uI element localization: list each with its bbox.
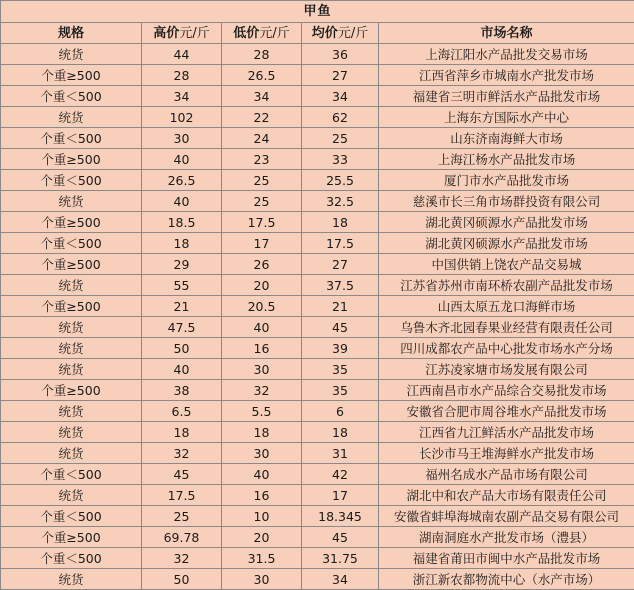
cell-avg-price: 62 [302, 107, 379, 128]
cell-avg-price: 36 [302, 44, 379, 65]
table-row [1, 422, 634, 443]
cell-spec: 统货 [1, 401, 142, 422]
table-row [1, 44, 634, 65]
cell-avg-price: 31.75 [302, 548, 379, 569]
cell-low-price: 18 [222, 422, 302, 443]
cell-spec: 个重≥500 [1, 149, 142, 170]
cell-low-price: 20 [222, 527, 302, 548]
cell-market: 长沙市马王堆海鲜水产批发市场 [379, 443, 634, 464]
header-spec: 规格 [1, 23, 142, 44]
cell-high-price: 32 [142, 548, 222, 569]
table-row [1, 170, 634, 191]
cell-spec: 统货 [1, 275, 142, 296]
cell-high-price: 45 [142, 464, 222, 485]
header-low-price [222, 23, 302, 44]
header-high-price [142, 23, 222, 44]
cell-high-price: 40 [142, 149, 222, 170]
table-row [1, 401, 634, 422]
table-row [1, 464, 634, 485]
header-row [1, 23, 634, 44]
cell-high-price: 50 [142, 338, 222, 359]
cell-low-price: 10 [222, 506, 302, 527]
table-row [1, 128, 634, 149]
header-low-unit: 元/斤 [259, 26, 289, 41]
cell-low-price: 22 [222, 107, 302, 128]
cell-market: 湖北黄冈硕源水产品批发市场 [379, 212, 634, 233]
cell-avg-price: 45 [302, 317, 379, 338]
cell-spec: 统货 [1, 317, 142, 338]
cell-avg-price: 27 [302, 254, 379, 275]
cell-low-price: 26.5 [222, 65, 302, 86]
header-avg-label: 均价 [312, 26, 338, 41]
cell-low-price: 31.5 [222, 548, 302, 569]
cell-high-price: 34 [142, 86, 222, 107]
cell-high-price: 25 [142, 506, 222, 527]
cell-avg-price: 35 [302, 380, 379, 401]
cell-spec: 个重≥500 [1, 296, 142, 317]
cell-high-price: 29 [142, 254, 222, 275]
cell-spec: 统货 [1, 359, 142, 380]
cell-avg-price: 45 [302, 527, 379, 548]
cell-low-price: 20.5 [222, 296, 302, 317]
cell-avg-price: 25.5 [302, 170, 379, 191]
cell-market: 山东济南海鲜大市场 [379, 128, 634, 149]
cell-low-price: 5.5 [222, 401, 302, 422]
cell-market: 江西省九江鲜活水产品批发市场 [379, 422, 634, 443]
cell-market: 山西太原五龙口海鲜市场 [379, 296, 634, 317]
header-high-unit: 元/斤 [179, 26, 209, 41]
cell-low-price: 40 [222, 464, 302, 485]
cell-market: 江苏省苏州市南环桥农副产品批发市场 [379, 275, 634, 296]
table-row [1, 317, 634, 338]
cell-spec: 统货 [1, 485, 142, 506]
table-row [1, 86, 634, 107]
cell-market: 厦门市水产品批发市场 [379, 170, 634, 191]
cell-market: 上海东方国际水产中心 [379, 107, 634, 128]
table-row [1, 506, 634, 527]
cell-spec: 统货 [1, 569, 142, 590]
cell-market: 慈溪市长三角市场群投资有限公司 [379, 191, 634, 212]
table-row [1, 527, 634, 548]
title-row [1, 1, 634, 23]
cell-market: 安徽省合肥市周谷堆水产品批发市场 [379, 401, 634, 422]
cell-spec: 个重＜500 [1, 86, 142, 107]
table-row [1, 149, 634, 170]
cell-spec: 个重＜500 [1, 233, 142, 254]
cell-spec: 统货 [1, 191, 142, 212]
cell-avg-price: 18.345 [302, 506, 379, 527]
cell-low-price: 20 [222, 275, 302, 296]
cell-avg-price: 34 [302, 569, 379, 590]
cell-market: 福建省莆田市闽中水产品批发市场 [379, 548, 634, 569]
cell-low-price: 17 [222, 233, 302, 254]
table-row [1, 65, 634, 86]
cell-spec: 统货 [1, 443, 142, 464]
cell-spec: 个重≥500 [1, 65, 142, 86]
cell-market: 上海江杨水产品批发市场 [379, 149, 634, 170]
cell-high-price: 50 [142, 569, 222, 590]
cell-low-price: 30 [222, 569, 302, 590]
cell-high-price: 18.5 [142, 212, 222, 233]
cell-low-price: 24 [222, 128, 302, 149]
cell-spec: 个重≥500 [1, 527, 142, 548]
cell-market: 湖北黄冈硕源水产品批发市场 [379, 233, 634, 254]
cell-high-price: 30 [142, 128, 222, 149]
cell-high-price: 69.78 [142, 527, 222, 548]
cell-spec: 个重＜500 [1, 128, 142, 149]
cell-low-price: 26 [222, 254, 302, 275]
table-row [1, 191, 634, 212]
table-row [1, 275, 634, 296]
cell-high-price: 6.5 [142, 401, 222, 422]
cell-high-price: 26.5 [142, 170, 222, 191]
header-avg-price [302, 23, 379, 44]
cell-avg-price: 18 [302, 212, 379, 233]
table-row [1, 338, 634, 359]
cell-low-price: 23 [222, 149, 302, 170]
cell-market: 乌鲁木齐北园春果业经营有限责任公司 [379, 317, 634, 338]
cell-market: 安徽省蚌埠海城南农副产品交易有限公司 [379, 506, 634, 527]
table-row [1, 107, 634, 128]
cell-high-price: 102 [142, 107, 222, 128]
cell-high-price: 40 [142, 191, 222, 212]
cell-low-price: 16 [222, 485, 302, 506]
cell-spec: 个重≥500 [1, 380, 142, 401]
cell-market: 江西南昌市水产品综合交易批发市场 [379, 380, 634, 401]
cell-spec: 个重＜500 [1, 548, 142, 569]
cell-low-price: 28 [222, 44, 302, 65]
cell-market: 江西省萍乡市城南水产批发市场 [379, 65, 634, 86]
cell-spec: 统货 [1, 422, 142, 443]
cell-avg-price: 33 [302, 149, 379, 170]
cell-high-price: 38 [142, 380, 222, 401]
table-row [1, 254, 634, 275]
cell-avg-price: 32.5 [302, 191, 379, 212]
cell-high-price: 55 [142, 275, 222, 296]
cell-avg-price: 25 [302, 128, 379, 149]
cell-high-price: 28 [142, 65, 222, 86]
table-row [1, 212, 634, 233]
cell-spec: 个重＜500 [1, 506, 142, 527]
header-avg-unit: 元/斤 [338, 26, 368, 41]
cell-avg-price: 35 [302, 359, 379, 380]
cell-spec: 个重＜500 [1, 464, 142, 485]
cell-high-price: 21 [142, 296, 222, 317]
cell-avg-price: 31 [302, 443, 379, 464]
cell-low-price: 40 [222, 317, 302, 338]
cell-spec: 个重≥500 [1, 254, 142, 275]
cell-market: 福建省三明市鲜活水产品批发市场 [379, 86, 634, 107]
cell-low-price: 30 [222, 443, 302, 464]
table-row [1, 443, 634, 464]
cell-avg-price: 18 [302, 422, 379, 443]
header-high-label: 高价 [153, 26, 179, 41]
cell-market: 四川成都农产品中心批发市场水产分场 [379, 338, 634, 359]
cell-spec: 统货 [1, 44, 142, 65]
cell-low-price: 25 [222, 170, 302, 191]
cell-spec: 个重＜500 [1, 170, 142, 191]
table-row [1, 548, 634, 569]
cell-high-price: 17.5 [142, 485, 222, 506]
table-row [1, 380, 634, 401]
cell-avg-price: 27 [302, 65, 379, 86]
table-row [1, 359, 634, 380]
cell-low-price: 16 [222, 338, 302, 359]
cell-avg-price: 37.5 [302, 275, 379, 296]
cell-low-price: 30 [222, 359, 302, 380]
cell-avg-price: 42 [302, 464, 379, 485]
cell-market: 中国供销上饶农产品交易城 [379, 254, 634, 275]
cell-high-price: 18 [142, 233, 222, 254]
cell-high-price: 47.5 [142, 317, 222, 338]
cell-spec: 统货 [1, 107, 142, 128]
cell-low-price: 32 [222, 380, 302, 401]
sheet-title: 甲鱼 [1, 1, 634, 23]
cell-high-price: 40 [142, 359, 222, 380]
cell-high-price: 18 [142, 422, 222, 443]
cell-avg-price: 17.5 [302, 233, 379, 254]
cell-avg-price: 17 [302, 485, 379, 506]
cell-avg-price: 21 [302, 296, 379, 317]
table-row [1, 233, 634, 254]
table-row [1, 296, 634, 317]
cell-low-price: 25 [222, 191, 302, 212]
cell-market: 浙江新农都物流中心（水产市场） [379, 569, 634, 590]
cell-avg-price: 39 [302, 338, 379, 359]
table-row [1, 569, 634, 590]
cell-market: 湖南洞庭水产批发市场（澧县） [379, 527, 634, 548]
header-market: 市场名称 [379, 23, 634, 44]
cell-market: 湖北中和农产品大市场有限责任公司 [379, 485, 634, 506]
cell-low-price: 34 [222, 86, 302, 107]
cell-high-price: 32 [142, 443, 222, 464]
header-low-label: 低价 [233, 26, 259, 41]
table-row [1, 485, 634, 506]
cell-high-price: 44 [142, 44, 222, 65]
cell-spec: 统货 [1, 338, 142, 359]
cell-market: 上海江阳水产品批发交易市场 [379, 44, 634, 65]
cell-avg-price: 34 [302, 86, 379, 107]
cell-spec: 个重≥500 [1, 212, 142, 233]
cell-market: 江苏凌家塘市场发展有限公司 [379, 359, 634, 380]
cell-avg-price: 6 [302, 401, 379, 422]
cell-market: 福州名成水产品市场有限公司 [379, 464, 634, 485]
cell-low-price: 17.5 [222, 212, 302, 233]
